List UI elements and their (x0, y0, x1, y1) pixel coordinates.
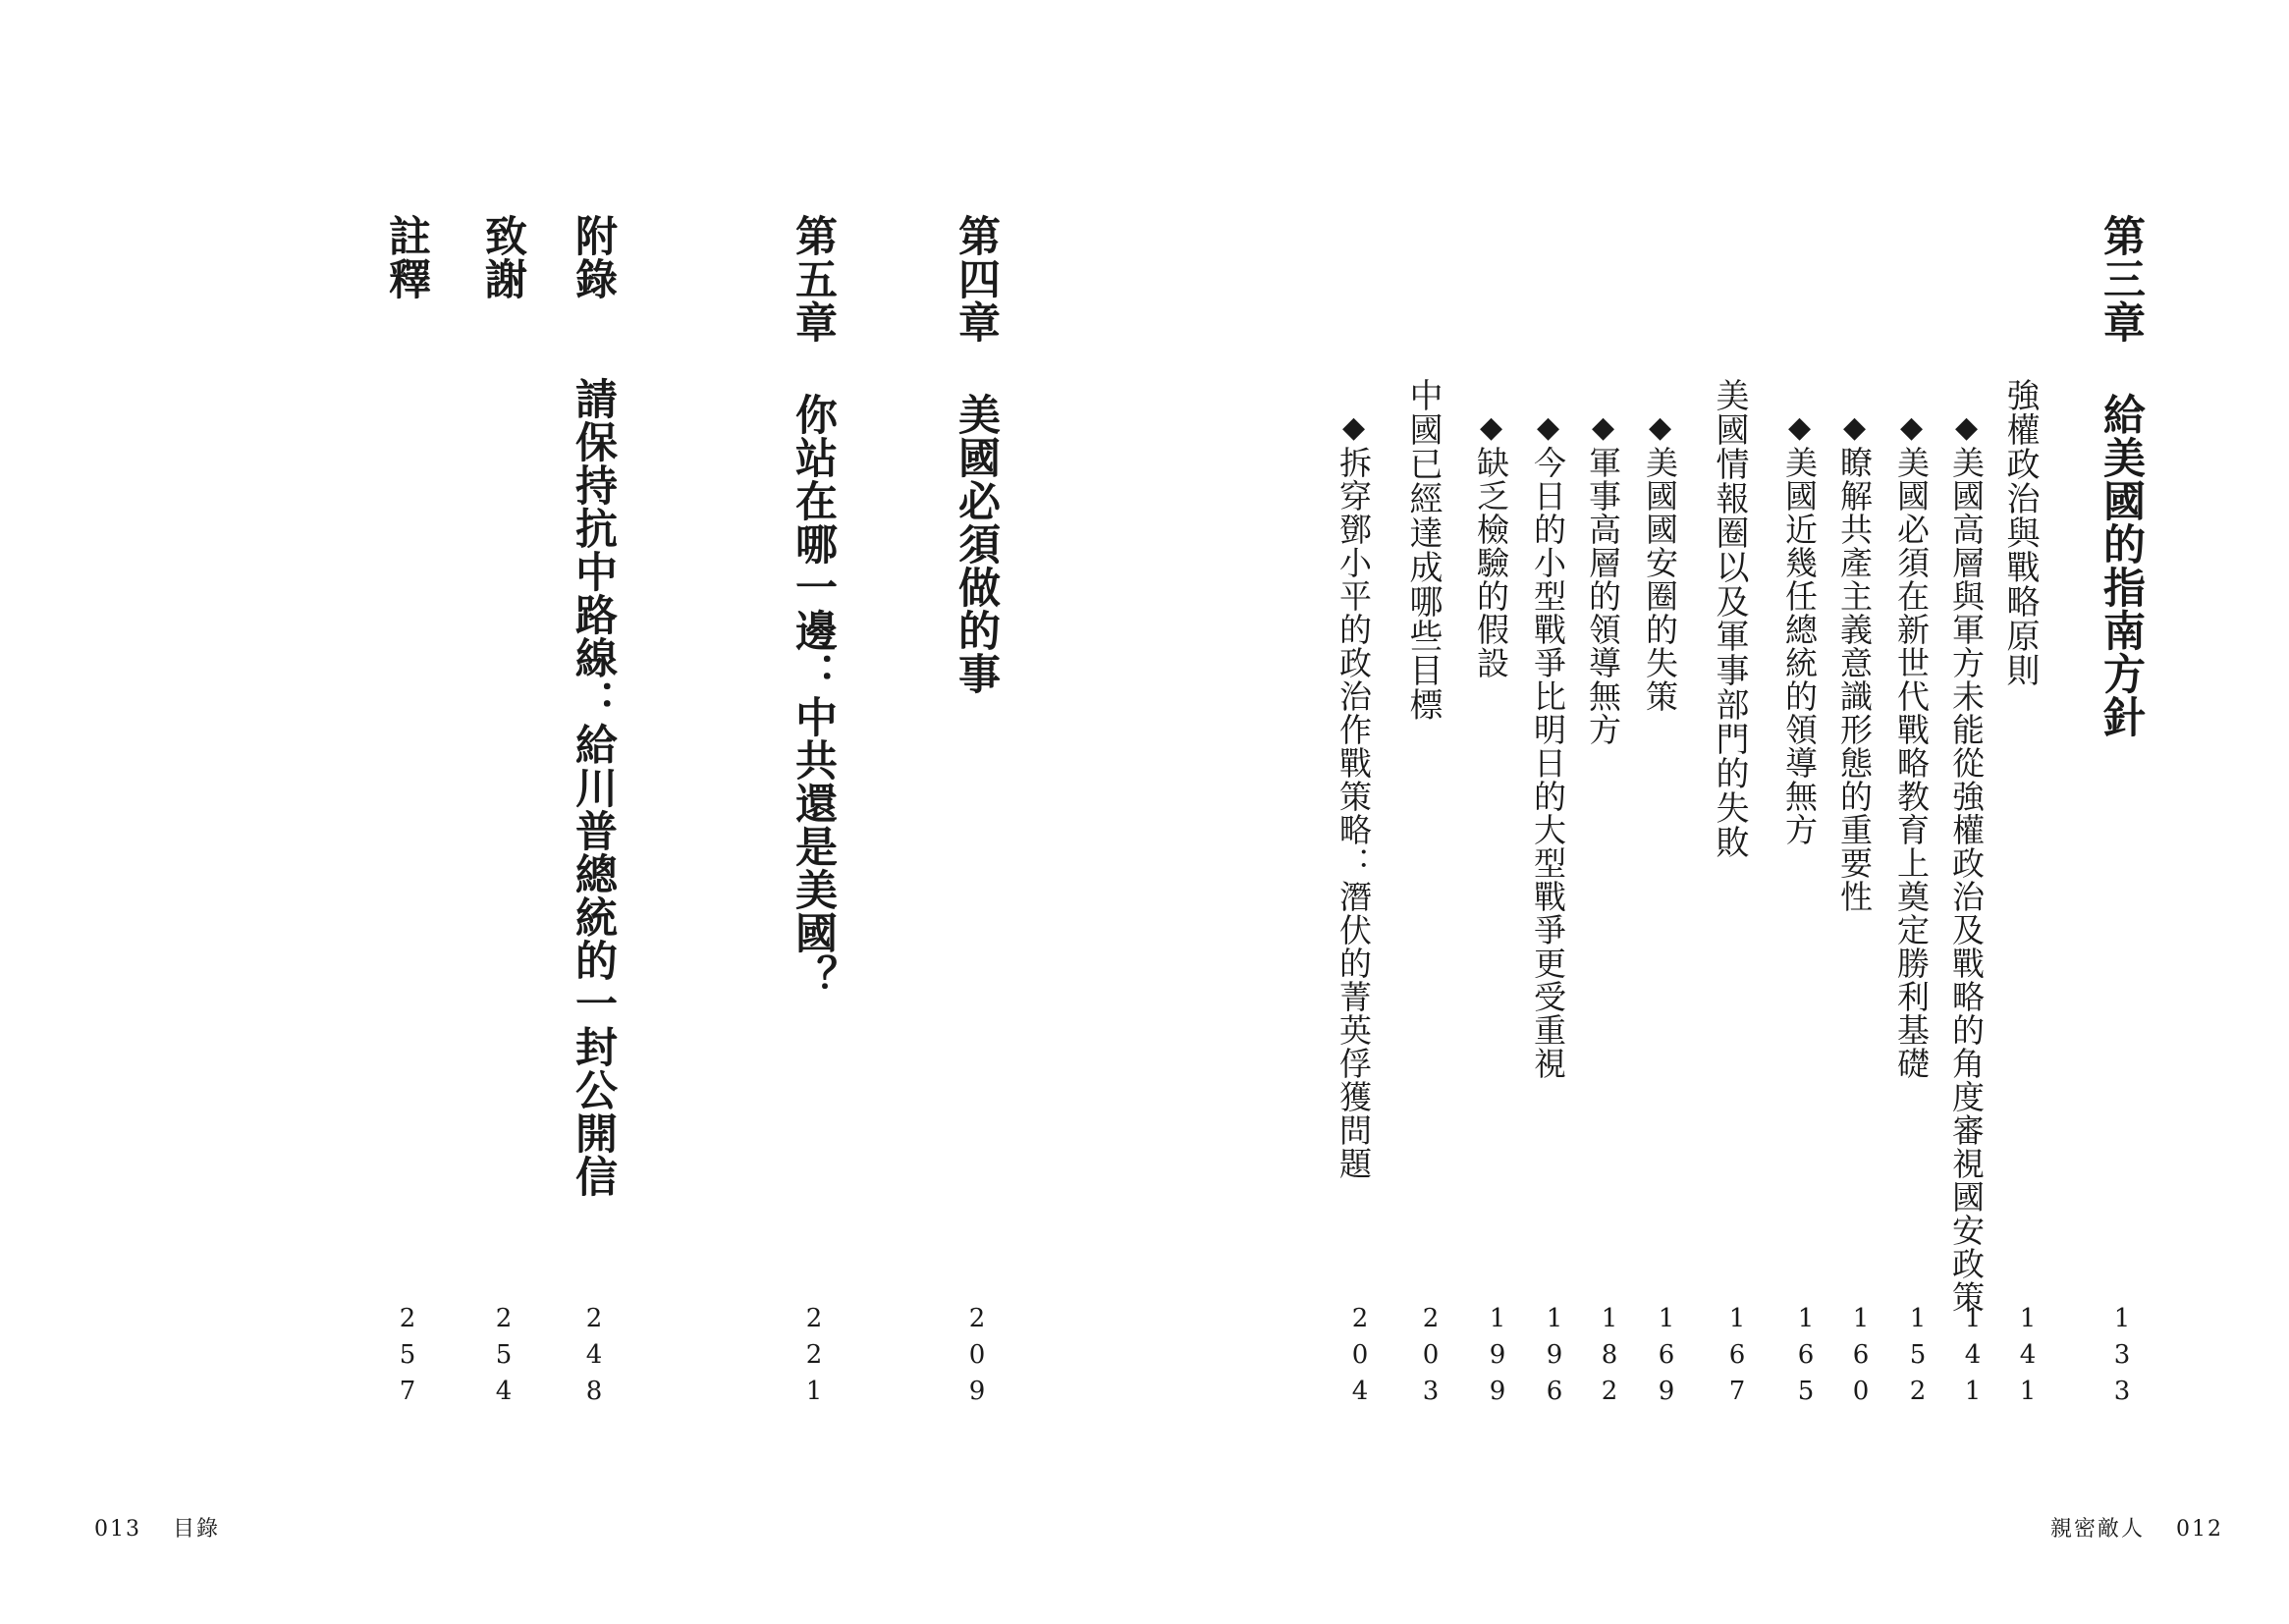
notes-page: 257 (393, 1304, 422, 1413)
diamond-icon: ◆ (1531, 410, 1565, 446)
left-running-title: 目錄 (173, 1517, 221, 1542)
diamond-icon: ◆ (1474, 410, 1508, 446)
chapter4-title: 美國必須做的事 (952, 393, 1001, 695)
entry-page: 199 (1483, 1304, 1512, 1413)
chapter5-page: 221 (799, 1304, 829, 1413)
entry-text: 美國近幾任總統的領導無方 (1780, 446, 1819, 846)
acknowledgements-heading (478, 214, 527, 300)
chapter3-page: 133 (2107, 1304, 2137, 1413)
entry-text: 今日的小型戰爭比明日的大型戰爭更受重視 (1529, 446, 1567, 1080)
entry-page: 141 (2013, 1304, 2043, 1413)
chapter5-number: 第五章 (789, 214, 838, 344)
toc-entry-small-wars (1529, 410, 1567, 1080)
appendix-heading (569, 214, 618, 1198)
entry-text: 缺乏檢驗的假設 (1472, 446, 1510, 679)
toc-entry-strategy-education (1892, 410, 1931, 1080)
entry-text: 強權政治與戰略原則 (2000, 378, 2040, 687)
toc-entry-power-politics (2000, 378, 2040, 687)
chapter4-page: 209 (962, 1304, 992, 1413)
toc-entry-intelligence-failure (1710, 378, 1749, 859)
toc-entry-untested-assumptions (1472, 410, 1510, 679)
entry-text: 瞭解共產主義意識形態的重要性 (1835, 446, 1874, 913)
left-page-footer (94, 1512, 220, 1543)
diamond-icon: ◆ (1586, 410, 1620, 446)
toc-entry-security-circle (1641, 410, 1679, 713)
entry-text: 美國情報圈以及軍事部門的失敗 (1710, 378, 1749, 859)
appendix-page: 248 (579, 1304, 609, 1413)
appendix-number: 附錄 (569, 214, 618, 300)
diamond-icon: ◆ (1336, 410, 1371, 446)
right-page-footer (2050, 1512, 2223, 1543)
diamond-icon: ◆ (1643, 410, 1677, 446)
toc-entry-leadership-failure (1947, 410, 1986, 1314)
toc-entry-presidents (1780, 410, 1819, 846)
right-running-title: 親密敵人 (2050, 1517, 2146, 1542)
left-page-number: 013 (94, 1517, 141, 1542)
entry-text: 美國高層與軍方未能從強權政治及戰略的角度審視國安政策 (1947, 446, 1986, 1314)
acknowledgements-title: 致謝 (478, 214, 527, 300)
entry-page: 196 (1540, 1304, 1569, 1413)
diamond-icon: ◆ (1894, 410, 1929, 446)
chapter5-heading (789, 214, 838, 998)
entry-page: 203 (1416, 1304, 1445, 1413)
entry-page: 165 (1791, 1304, 1821, 1413)
diamond-icon: ◆ (1949, 410, 1984, 446)
entry-page: 141 (1958, 1304, 1988, 1413)
entry-page: 182 (1595, 1304, 1624, 1413)
toc-entry-communist-ideology (1835, 410, 1874, 913)
entry-page: 167 (1722, 1304, 1752, 1413)
entry-page: 160 (1846, 1304, 1876, 1413)
toc-entry-china-achievements (1403, 378, 1443, 722)
appendix-title: 請保持抗中路線：給川普總統的一封公開信 (569, 377, 618, 1198)
entry-text: 中國已經達成哪些目標 (1403, 378, 1443, 722)
entry-page: 152 (1903, 1304, 1933, 1413)
right-page-number: 012 (2176, 1517, 2224, 1542)
entry-page: 204 (1345, 1304, 1375, 1413)
chapter4-heading (952, 214, 1001, 695)
entry-text: 拆穿鄧小平的政治作戰策略：潛伏的菁英俘獲問題 (1335, 446, 1373, 1180)
entry-text: 美國必須在新世代戰略教育上奠定勝利基礎 (1892, 446, 1931, 1080)
entry-text: 美國國安圈的失策 (1641, 446, 1679, 713)
chapter5-title: 你站在哪一邊：中共還是美國？ (789, 393, 838, 998)
toc-entry-deng-strategy (1335, 410, 1373, 1180)
toc-entry-military-leadership (1584, 410, 1622, 746)
entry-page: 169 (1652, 1304, 1681, 1413)
notes-title: 註釋 (382, 214, 431, 300)
diamond-icon: ◆ (1782, 410, 1817, 446)
entry-text: 軍事高層的領導無方 (1584, 446, 1622, 746)
chapter3-number: 第三章 (2097, 214, 2146, 344)
chapter3-heading (2097, 214, 2146, 738)
diamond-icon: ◆ (1837, 410, 1872, 446)
chapter4-number: 第四章 (952, 214, 1001, 344)
notes-heading (382, 214, 431, 300)
chapter3-title: 給美國的指南方針 (2097, 393, 2146, 738)
acknowledgements-page: 254 (489, 1304, 518, 1413)
